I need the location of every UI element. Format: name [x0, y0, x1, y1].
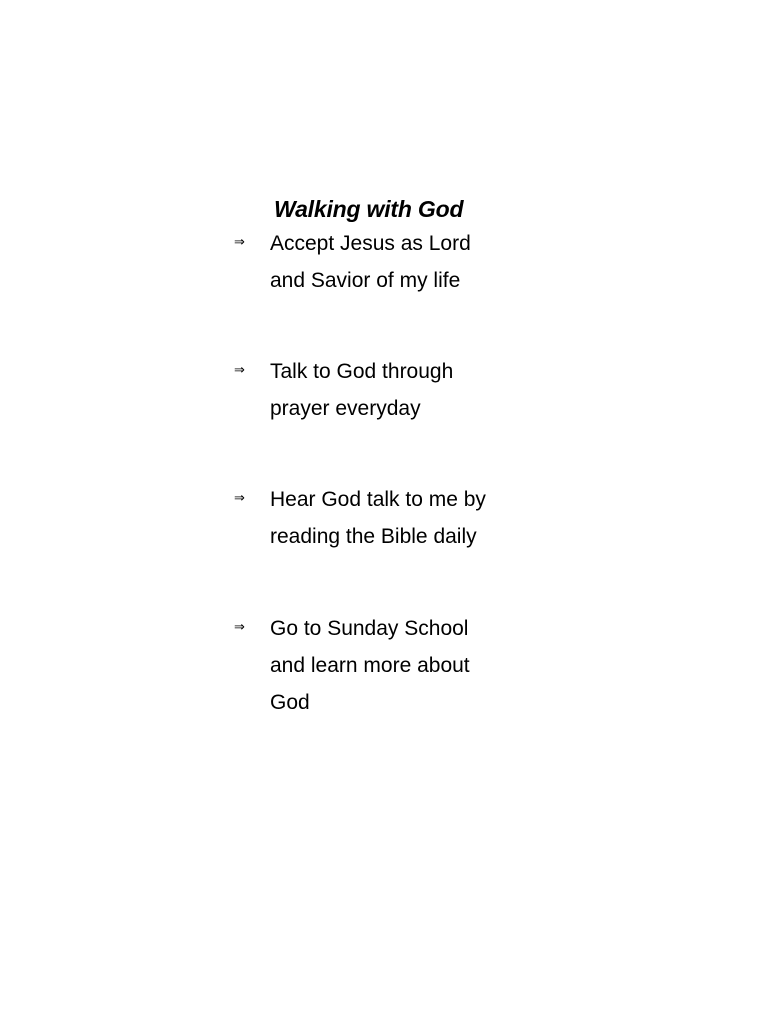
list-item-text: Accept Jesus as Lord and Savior of my life [270, 232, 471, 292]
document-title: Walking with God [274, 196, 464, 223]
arrow-right-icon: ⇒ [234, 491, 245, 506]
arrow-right-icon: ⇒ [234, 363, 245, 378]
list-item-text: Go to Sunday School and learn more about God [270, 617, 470, 714]
arrow-right-icon: ⇒ [234, 620, 245, 635]
list-item-text: Hear God talk to me by reading the Bible daily [270, 488, 486, 548]
arrow-right-icon: ⇒ [234, 235, 245, 250]
list-item-text: Talk to God through prayer everyday [270, 360, 454, 420]
